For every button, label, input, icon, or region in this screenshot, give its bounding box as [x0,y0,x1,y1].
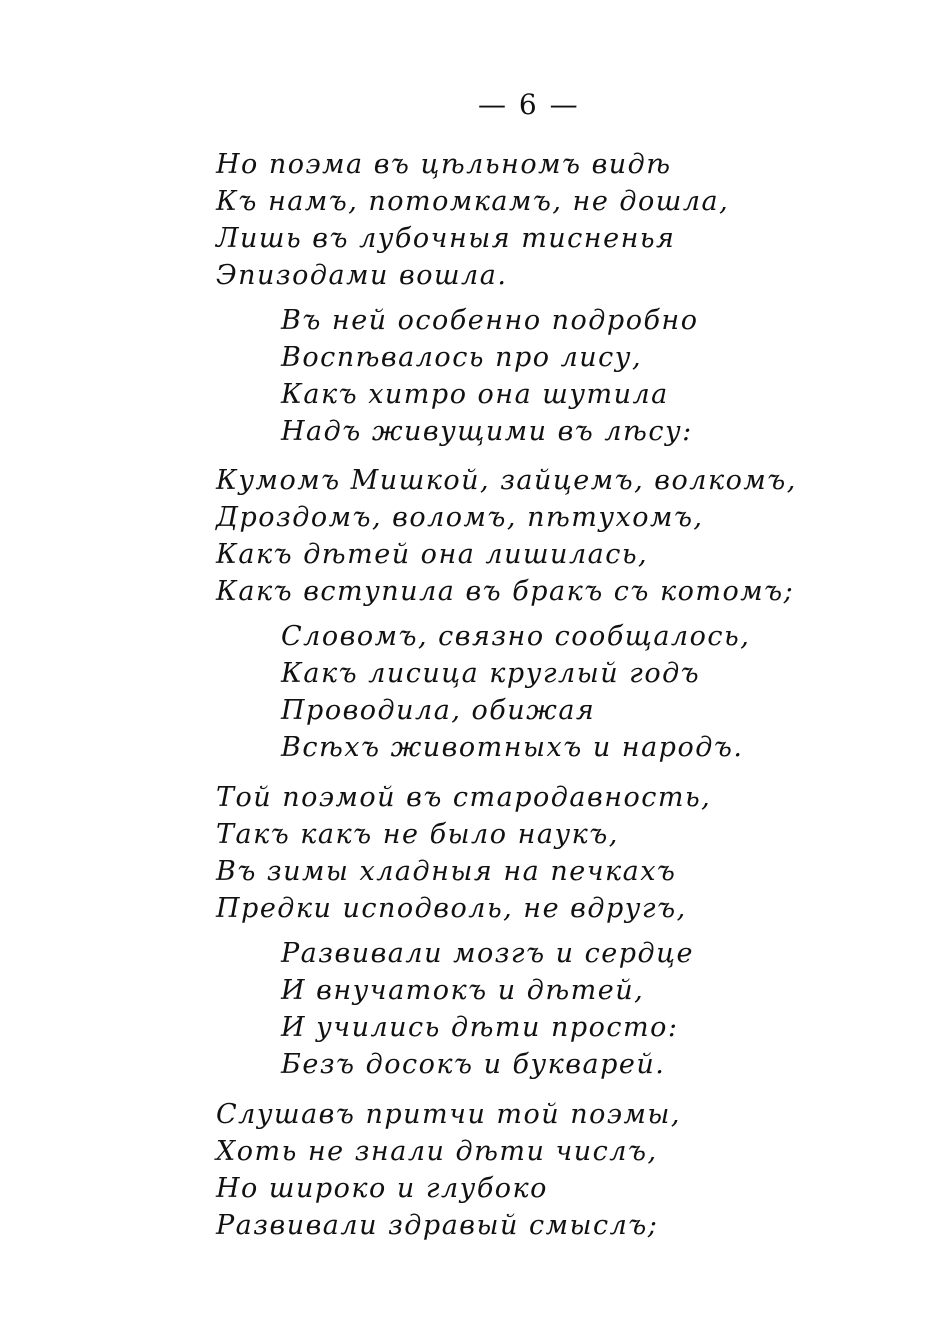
verse-line: Но поэма въ цѣльномъ видѣ [216,149,672,180]
verse-line: Хоть не знали дѣти числъ, [216,1136,658,1167]
stanza-3 [216,462,797,610]
verse-line: Развивали здравый смыслъ; [216,1210,659,1241]
verse-line: Въ ней особенно подробно [281,305,699,336]
verse-line: Дроздомъ, воломъ, пѣтухомъ, [216,502,704,533]
verse-line: И учились дѣти просто: [281,1012,679,1043]
verse-line: Слушавъ притчи той поэмы, [216,1099,681,1130]
verse-line: Предки исподволь, не вдругъ, [216,893,687,924]
verse-line: Но широко и глубоко [216,1173,548,1204]
verse-line: Какъ хитро она шутила [281,379,669,410]
stanza-4 [281,618,750,766]
verse-line: Такъ какъ не было наукъ, [216,819,619,850]
verse-line: Лишь въ лубочныя тисненья [216,223,676,254]
verse-line: Какъ лисица круглый годъ [281,658,701,689]
verse-line: Надъ живущими въ лѣсу: [281,416,693,447]
verse-line: Кумомъ Мишкой, зайцемъ, волкомъ, [216,465,797,496]
verse-line: Эпизодами вошла. [216,260,508,291]
verse-line: Безъ досокъ и букварей. [281,1049,666,1080]
stanza-7 [216,1096,681,1244]
verse-line: Развивали мозгъ и сердце [281,938,694,969]
verse-line: Проводила, обижая [281,695,596,726]
verse-line: Какъ дѣтей она лишилась, [216,539,649,570]
verse-line: Той поэмой въ стародавность, [216,782,712,813]
verse-line: Какъ вступила въ бракъ съ котомъ; [216,576,795,607]
stanza-1 [216,146,729,294]
verse-line: Въ зимы хладныя на печкахъ [216,856,677,887]
verse-line: Воспѣвалось про лису, [281,342,643,373]
page-number: — 6 — [478,88,580,121]
stanza-6 [281,935,694,1083]
verse-line: Къ намъ, потомкамъ, не дошла, [216,186,730,217]
stanza-2 [281,302,698,450]
verse-line: Словомъ, связно сообщалось, [281,621,751,652]
verse-line: Всѣхъ животныхъ и народъ. [281,732,744,763]
verse-line: И внучатокъ и дѣтей, [281,975,645,1006]
stanza-5 [216,779,711,927]
